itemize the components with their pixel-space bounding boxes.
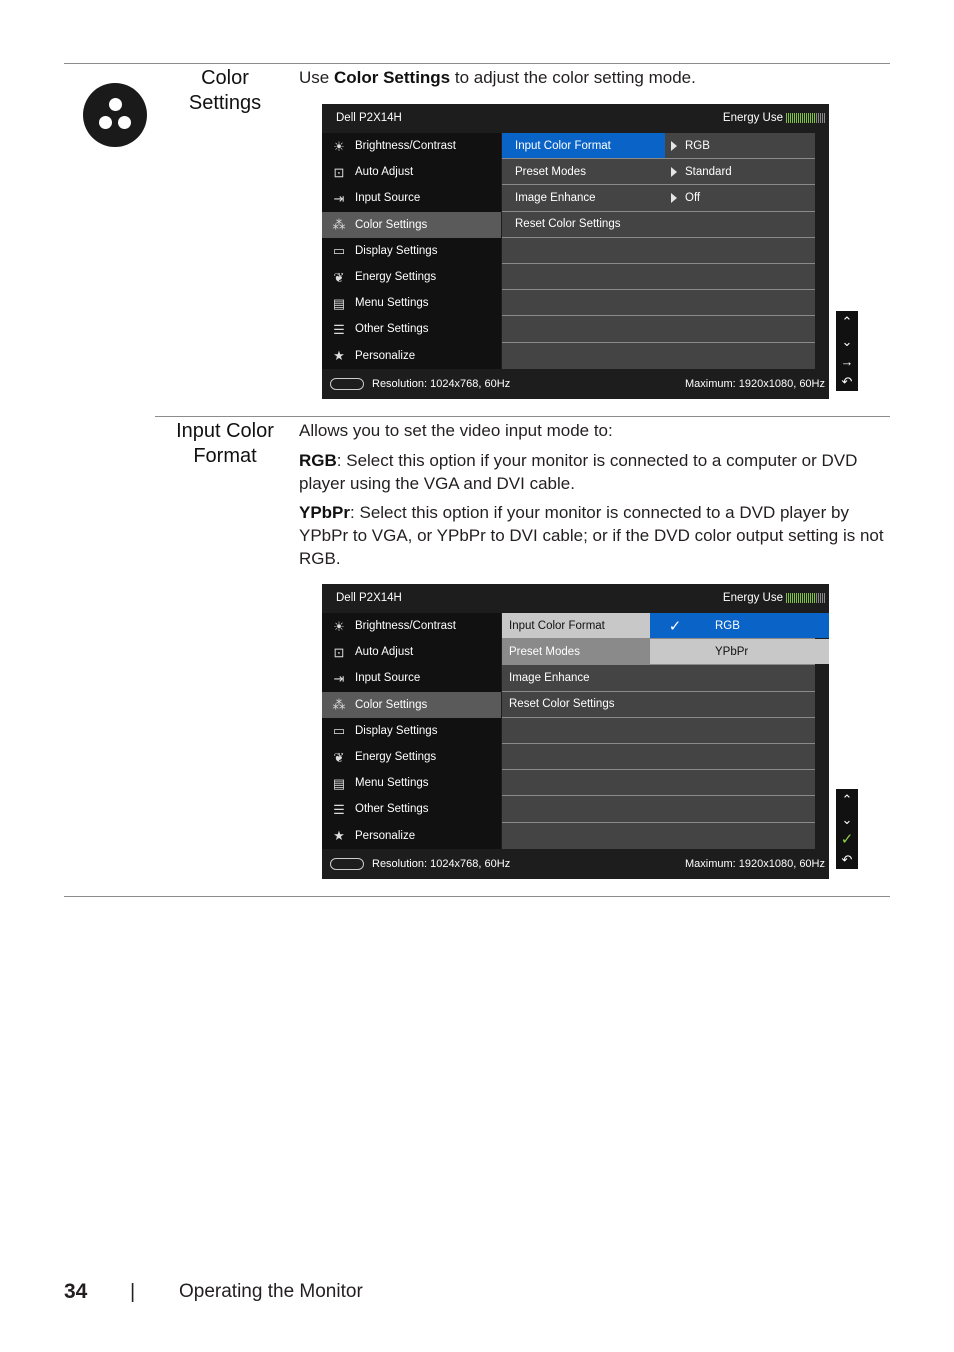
middle-rule <box>155 416 890 417</box>
menu-item-other-settings[interactable]: ☰ Other Settings <box>322 316 501 342</box>
osd-screenshot-input-color-format <box>322 584 829 879</box>
menu-item-menu-settings[interactable]: ▤ Menu Settings <box>322 770 501 796</box>
submenu-empty-row <box>502 238 815 264</box>
osd-main-menu <box>322 613 501 849</box>
submenu-image-enhance[interactable]: Image Enhance Off <box>502 185 815 211</box>
back-icon[interactable]: ↶ <box>841 373 853 389</box>
menu-item-input-source[interactable]: ⇥ Input Source <box>322 185 501 211</box>
menu-item-energy-settings[interactable]: ❦ Energy Settings <box>322 264 501 290</box>
color-settings-icon: ⁂ <box>332 697 346 713</box>
star-icon: ★ <box>333 828 345 844</box>
display-settings-icon: ▭ <box>332 243 346 259</box>
menu-item-personalize[interactable]: ★ Personalize <box>322 823 501 849</box>
submenu-empty-row <box>502 796 815 822</box>
other-settings-icon: ☰ <box>333 321 345 337</box>
input-color-format-term: Input Color Format <box>176 420 274 467</box>
osd-model: Dell P2X14H <box>336 112 402 124</box>
vga-connector-icon <box>330 858 364 870</box>
rgb-description: RGB: Select this option if your monitor is connected to a computer or DVD player using the VGA and DVI cable. <box>299 451 858 493</box>
up-arrow-icon[interactable]: ⌃ <box>841 791 853 807</box>
option-rgb[interactable]: ✓ RGB <box>650 613 829 638</box>
down-arrow-icon[interactable]: ⌄ <box>841 333 853 349</box>
energy-settings-icon: ❦ <box>333 269 345 285</box>
vga-connector-icon <box>330 378 364 390</box>
osd-submenu <box>502 133 815 369</box>
osd-footer: Resolution: 1024x768, 60Hz Maximum: 1920x1080, 60Hz <box>322 369 829 399</box>
submenu-input-color-format[interactable]: Input Color Format RGB <box>502 133 815 159</box>
submenu-preset-modes[interactable]: Preset Modes Standard <box>502 159 815 185</box>
color-settings-icon: ⁂ <box>332 217 346 233</box>
top-rule <box>64 63 890 64</box>
submenu-preset-modes[interactable]: Preset Modes <box>502 639 815 665</box>
footer-separator: | <box>130 1281 136 1303</box>
energy-use: Energy Use <box>723 112 825 124</box>
auto-adjust-icon: ⊡ <box>333 644 345 660</box>
energy-use: Energy Use <box>723 592 825 604</box>
display-settings-icon: ▭ <box>332 723 346 739</box>
submenu-empty-row <box>502 264 815 290</box>
up-arrow-icon[interactable]: ⌃ <box>841 313 853 329</box>
submenu-empty-row <box>502 343 815 369</box>
color-settings-intro: Use Color Settings to adjust the color setting mode. <box>299 68 696 87</box>
star-icon: ★ <box>333 348 345 364</box>
auto-adjust-icon: ⊡ <box>333 164 345 180</box>
menu-item-color-settings[interactable]: ⁂ Color Settings <box>322 692 501 718</box>
page-number: 34 <box>64 1280 88 1303</box>
input-source-icon: ⇥ <box>333 190 345 206</box>
other-settings-icon: ☰ <box>333 801 345 817</box>
back-icon[interactable]: ↶ <box>841 851 853 867</box>
submenu-image-enhance[interactable]: Image Enhance <box>502 665 815 691</box>
down-arrow-icon[interactable]: ⌄ <box>841 811 853 827</box>
bottom-rule <box>64 896 890 897</box>
menu-item-personalize[interactable]: ★ Personalize <box>322 343 501 369</box>
arrow-right-icon <box>671 193 677 203</box>
energy-meter <box>786 113 825 123</box>
osd-nav-buttons <box>836 789 858 869</box>
menu-settings-icon: ▤ <box>332 295 346 311</box>
menu-item-display-settings[interactable]: ▭ Display Settings <box>322 718 501 744</box>
menu-item-display-settings[interactable]: ▭ Display Settings <box>322 238 501 264</box>
osd-main-menu <box>322 133 501 369</box>
enter-arrow-icon[interactable]: → <box>840 353 854 369</box>
menu-item-input-source[interactable]: ⇥ Input Source <box>322 665 501 691</box>
osd-screenshot-color-settings <box>322 104 829 399</box>
check-icon[interactable]: ✓ <box>840 830 854 848</box>
menu-item-other-settings[interactable]: ☰ Other Settings <box>322 796 501 822</box>
submenu-empty-row <box>502 770 815 796</box>
menu-item-brightness-contrast[interactable]: ☀ Brightness/Contrast <box>322 613 501 639</box>
submenu-empty-row <box>502 316 815 342</box>
menu-item-menu-settings[interactable]: ▤ Menu Settings <box>322 290 501 316</box>
arrow-right-icon <box>671 167 677 177</box>
chapter-title: Operating the Monitor <box>179 1281 363 1302</box>
arrow-right-icon <box>671 141 677 151</box>
input-source-icon: ⇥ <box>333 670 345 686</box>
input-color-format-intro: Allows you to set the video input mode to: <box>299 421 613 440</box>
submenu-input-color-format[interactable]: Input Color Format <box>502 613 815 639</box>
menu-item-auto-adjust[interactable]: ⊡ Auto Adjust <box>322 639 501 665</box>
menu-settings-icon: ▤ <box>332 775 346 791</box>
color-settings-icon <box>83 83 147 147</box>
menu-item-brightness-contrast[interactable]: ☀ Brightness/Contrast <box>322 133 501 159</box>
energy-settings-icon: ❦ <box>333 749 345 765</box>
submenu-reset-color-settings[interactable]: Reset Color Settings <box>502 692 815 718</box>
osd-nav-buttons <box>836 311 858 391</box>
submenu-empty-row <box>502 744 815 770</box>
osd-submenu <box>502 613 815 849</box>
ypbpr-description: YPbPr: Select this option if your monitor is connected to a DVD player by YPbPr to VGA, or YPbPr to DVI cable; or if the DVD color output setting is not RGB. <box>299 503 884 568</box>
energy-meter <box>786 593 825 603</box>
submenu-reset-color-settings[interactable]: Reset Color Settings <box>502 212 815 238</box>
color-settings-term: Color Settings <box>188 67 262 114</box>
submenu-empty-row <box>502 290 815 316</box>
brightness-icon: ☀ <box>333 618 345 634</box>
menu-item-auto-adjust[interactable]: ⊡ Auto Adjust <box>322 159 501 185</box>
menu-item-energy-settings[interactable]: ❦ Energy Settings <box>322 744 501 770</box>
menu-item-color-settings[interactable]: ⁂ Color Settings <box>322 212 501 238</box>
osd-model: Dell P2X14H <box>336 592 402 604</box>
brightness-icon: ☀ <box>333 138 345 154</box>
submenu-empty-row <box>502 718 815 744</box>
submenu-empty-row <box>502 823 815 849</box>
option-ypbpr[interactable]: YPbPr <box>650 639 829 664</box>
osd-footer: Resolution: 1024x768, 60Hz Maximum: 1920x1080, 60Hz <box>322 849 829 879</box>
check-icon: ✓ <box>668 617 682 635</box>
